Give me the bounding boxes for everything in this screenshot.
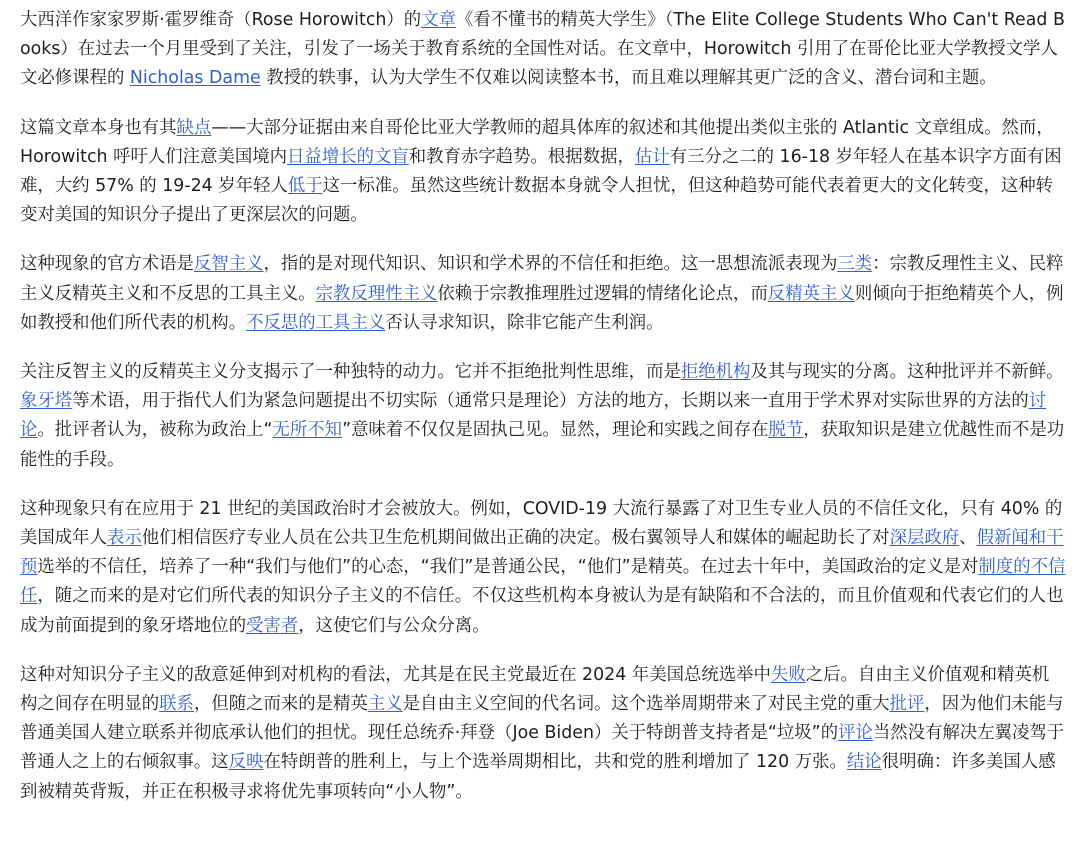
paragraph-3 bbox=[20, 250, 1066, 338]
text-segment: 《看不懂书的精英大学生》（The Elite College Students Who Can't Read Books）在过去一个月里受到了关注，引发了一场关于教育系统的全国性对话。在文章中，Horowitch 引用了在哥伦比亚大学教授文学人文必修课程的 bbox=[20, 10, 1065, 89]
text-segment: 依赖于宗教推理胜过逻辑的情绪化论点，而 bbox=[437, 283, 768, 304]
text-segment: 这篇文章本身也有其 bbox=[20, 117, 177, 138]
text-segment: 很明确：许多美国人感到被精英背叛，并正在积极寻求将优先事项转向“小人物”。 bbox=[20, 752, 1056, 802]
inline-link[interactable]: 文章 bbox=[421, 10, 456, 30]
text-segment: 大西洋作家家罗斯·霍罗维奇（Rose Horowitch）的 bbox=[20, 10, 422, 30]
text-segment: ，随之而来的是对它们所代表的知识分子主义的不信任。不仅这些机构本身被认为是有缺陷和不合法的，而且价值观和代表它们的人也成为前面提到的象牙塔地位的 bbox=[20, 586, 1064, 636]
text-segment: 选举的不信任，培养了一种“我们与他们”的心态，“我们”是普通公民，“他们”是精英。在过去十年中，美国政治的定义是对 bbox=[37, 557, 979, 578]
text-segment: 关注反智主义的反精英主义分支揭示了一种独特的动力。它并不拒绝批判性思维，而是 bbox=[20, 362, 681, 383]
inline-link[interactable]: Nicholas Dame bbox=[129, 68, 261, 89]
text-segment: ：宗教反理性主义、民粹主义反精英主义和不反思的工具主义。 bbox=[20, 254, 1064, 304]
text-segment: 之后。自由主义价值观和精英机构之间存在明显的 bbox=[20, 664, 1050, 715]
text-segment: ”意味着不仅仅是固执己见。显然，理论和实践之间存在 bbox=[342, 420, 769, 441]
inline-link[interactable]: 无所不知 bbox=[272, 420, 343, 441]
text-segment: 有三分之二的 16-18 岁年轻人在基本识字方面有困难，大约 57% 的 19-24 岁年轻人 bbox=[20, 146, 1062, 197]
inline-link[interactable]: 主义 bbox=[367, 694, 403, 715]
text-segment: 这种现象的官方术语是 bbox=[20, 254, 194, 275]
paragraph-5 bbox=[20, 495, 1066, 641]
inline-link[interactable]: 低于 bbox=[287, 176, 323, 197]
inline-link[interactable]: 缺点 bbox=[176, 117, 212, 138]
inline-link[interactable]: 反精英主义 bbox=[767, 283, 855, 304]
inline-link[interactable]: 日益增长的文盲 bbox=[287, 146, 409, 167]
text-segment: 这一标准。虽然这些统计数据本身就令人担忧，但这种趋势可能代表着更大的文化转变，这种转变对美国的知识分子提出了更深层次的问题。 bbox=[20, 176, 1054, 226]
inline-link[interactable]: 受害者 bbox=[246, 615, 299, 636]
inline-link[interactable]: 结论 bbox=[846, 752, 882, 773]
text-segment: 是自由主义空间的代名词。这个选举周期带来了对民主党的重大 bbox=[402, 694, 890, 715]
text-segment: 及其与现实的分离。这种批评并不新鲜。 bbox=[750, 362, 1064, 383]
text-segment: ，但随之而来的是精英 bbox=[193, 694, 368, 715]
inline-link[interactable]: 三类 bbox=[837, 254, 873, 275]
text-segment: 、 bbox=[959, 528, 977, 549]
inline-link[interactable]: 联系 bbox=[159, 694, 194, 715]
text-segment: 否认寻求知识，除非它能产生利润。 bbox=[385, 312, 664, 333]
inline-link[interactable]: 失败 bbox=[770, 664, 806, 685]
inline-link[interactable]: 讨论 bbox=[20, 391, 1047, 441]
text-segment: 和教育赤字趋势。根据数据， bbox=[408, 146, 635, 167]
text-segment: 这种对知识分子主义的敌意延伸到对机构的看法，尤其是在民主党最近在 2024 年美国总统选举中 bbox=[20, 664, 771, 685]
inline-link[interactable]: 反映 bbox=[228, 752, 264, 773]
text-segment: 。批评者认为，被称为政治上“ bbox=[37, 420, 273, 441]
text-segment: 则倾向于拒绝精英个人，例如教授和他们所代表的机构。 bbox=[20, 283, 1064, 333]
inline-link[interactable]: 估计 bbox=[634, 146, 670, 167]
text-segment: 他们相信医疗专业人员在公共卫生危机期间做出正确的决定。极右翼领导人和媒体的崛起助长了对 bbox=[141, 528, 890, 549]
text-segment: ——大部分证据由来自哥伦比亚大学教师的超具体库的叙述和其他提出类似主张的 Atlantic 文章组成。然而，Horowitch 呼吁人们注意美国境内 bbox=[20, 117, 1054, 167]
inline-link[interactable]: 脱节 bbox=[768, 420, 804, 441]
text-segment: 这种现象只有在应用于 21 世纪的美国政治时才会被放大。例如，COVID-19 大流行暴露了对卫生专业人员的不信任文化，只有 40% 的美国成年人 bbox=[20, 498, 1063, 549]
text-segment: 在特朗普的胜利上，与上个选举周期相比，共和党的胜利增加了 120 万张。 bbox=[263, 752, 847, 773]
inline-link[interactable]: 反智主义 bbox=[193, 254, 264, 275]
inline-link[interactable]: 深层政府 bbox=[889, 528, 960, 549]
text-segment: 等术语，用于指代人们为紧急问题提出不切实际（通常只是理论）方法的地方，长期以来一直用于学术界对实际世界的方法的 bbox=[72, 391, 1029, 412]
paragraph-4 bbox=[20, 358, 1066, 475]
text-segment: 当然没有解决左翼凌驾于普通人之上的右倾叙事。这 bbox=[20, 723, 1065, 773]
inline-link[interactable]: 假新闻和干预 bbox=[20, 528, 1064, 578]
inline-link[interactable]: 拒绝机构 bbox=[680, 362, 751, 383]
text-segment: 教授的轶事，认为大学生不仅难以阅读整本书，而且难以理解其更广泛的含义、潜台词和主题。 bbox=[260, 68, 997, 89]
text-segment: ，这使它们与公众分离。 bbox=[298, 615, 490, 636]
text-segment: ，因为他们未能与普通美国人建立联系并彻底承认他们的担忧。现任总统乔·拜登（Joe Biden）关于特朗普支持者是“垃圾”的 bbox=[20, 694, 1064, 744]
inline-link[interactable]: 评论 bbox=[838, 723, 873, 744]
inline-link[interactable]: 表示 bbox=[106, 528, 142, 549]
inline-link[interactable]: 不反思的工具主义 bbox=[246, 312, 386, 333]
text-segment: ，获取知识是建立优越性而不是功能性的手段。 bbox=[20, 420, 1065, 470]
inline-link[interactable]: 批评 bbox=[889, 694, 925, 715]
paragraph-2 bbox=[20, 114, 1066, 231]
inline-link[interactable]: 制度的不信任 bbox=[20, 557, 1066, 607]
inline-link[interactable]: 象牙塔 bbox=[20, 391, 73, 412]
inline-link[interactable]: 宗教反理性主义 bbox=[315, 283, 438, 304]
paragraph-1 bbox=[20, 6, 1066, 94]
text-segment: ，指的是对现代知识、知识和学术界的不信任和拒绝。这一思想流派表现为 bbox=[263, 254, 838, 275]
paragraph-6 bbox=[20, 661, 1066, 807]
